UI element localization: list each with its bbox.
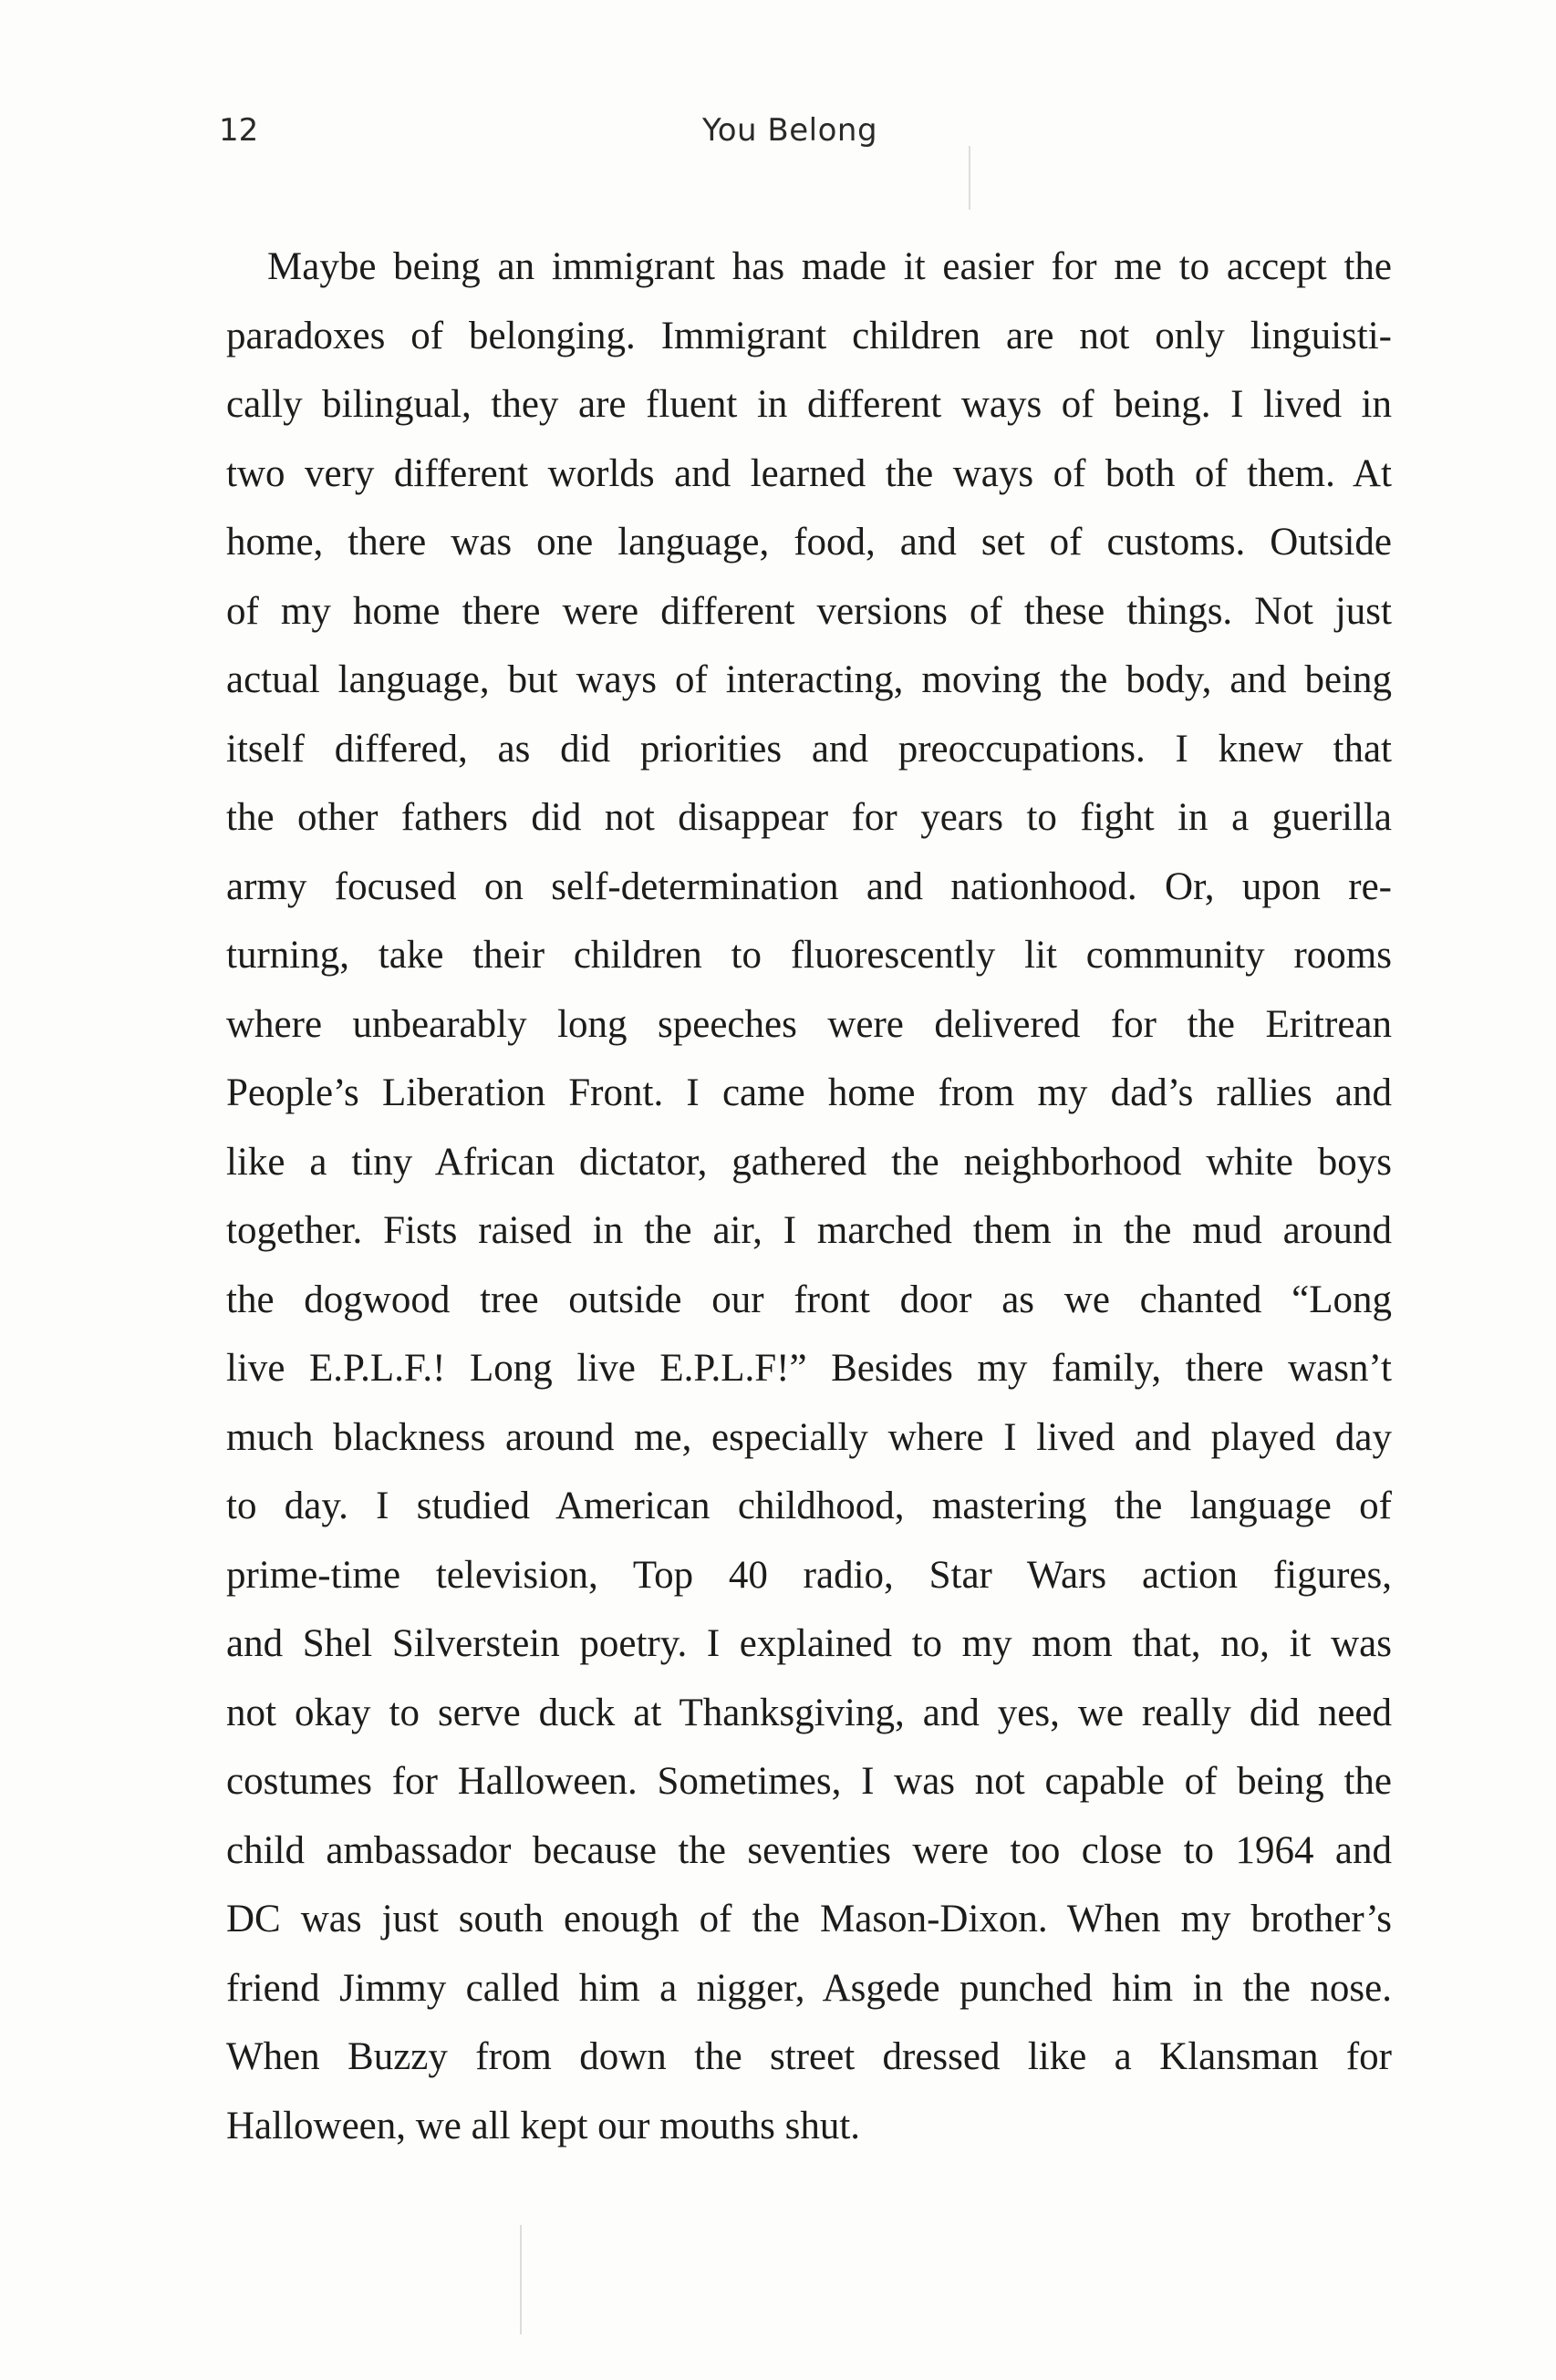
text-line: costumes for Halloween. Sometimes, I was not capable of being the bbox=[226, 1760, 1392, 1803]
scan-artifact bbox=[969, 146, 970, 210]
text-line: where unbearably long speeches were delivered for the Eritrean bbox=[226, 1002, 1392, 1046]
running-title: You Belong bbox=[702, 112, 878, 149]
text-line: much blackness around me, especially where I lived and played day bbox=[226, 1415, 1392, 1459]
running-header bbox=[0, 108, 1556, 153]
text-line: child ambassador because the seventies were too close to 1964 and bbox=[226, 1828, 1392, 1872]
text-line: itself differed, as did priorities and preoccupations. I knew that bbox=[226, 727, 1392, 771]
text-line: not okay to serve duck at Thanksgiving, and yes, we really did need bbox=[226, 1691, 1392, 1734]
text-line: of my home there were different versions of these things. Not just bbox=[226, 589, 1392, 633]
text-line: People’s Liberation Front. I came home from my dad’s rallies and bbox=[226, 1071, 1392, 1114]
text-line: When Buzzy from down the street dressed like a Klansman for bbox=[226, 2035, 1392, 2078]
text-line: and Shel Silverstein poetry. I explained to my mom that, no, it was bbox=[226, 1622, 1392, 1665]
text-line: live E.P.L.F.! Long live E.P.L.F!” Besides my family, there wasn’t bbox=[226, 1347, 1392, 1390]
body-paragraph bbox=[226, 233, 1392, 2160]
text-line: army focused on self-determination and nationhood. Or, upon re- bbox=[226, 864, 1392, 908]
text-line: the other fathers did not disappear for years to fight in a guerilla bbox=[226, 796, 1392, 839]
text-line: together. Fists raised in the air, I marched them in the mud around bbox=[226, 1209, 1392, 1252]
text-line: home, there was one language, food, and set of customs. Outside bbox=[226, 521, 1392, 564]
text-line: Maybe being an immigrant has made it easier for me to accept the bbox=[267, 245, 1392, 288]
text-line: paradoxes of belonging. Immigrant children are not only linguisti- bbox=[226, 314, 1392, 357]
text-line: turning, take their children to fluorescently lit community rooms bbox=[226, 934, 1392, 977]
text-line: friend Jimmy called him a nigger, Asgede punched him in the nose. bbox=[226, 1966, 1392, 2010]
text-line: actual language, but ways of interacting, moving the body, and being bbox=[226, 658, 1392, 701]
text-line: cally bilingual, they are fluent in different ways of being. I lived in bbox=[226, 383, 1392, 426]
page-number: 12 bbox=[219, 112, 259, 149]
text-line: DC was just south enough of the Mason-Dixon. When my brother’s bbox=[226, 1898, 1392, 1940]
text-line: to day. I studied American childhood, mastering the language of bbox=[226, 1485, 1392, 1527]
scan-artifact bbox=[520, 2225, 522, 2334]
text-line: the dogwood tree outside our front door as we chanted “Long bbox=[226, 1278, 1392, 1321]
text-line: like a tiny African dictator, gathered the neighborhood white boys bbox=[226, 1140, 1392, 1184]
text-line: two very different worlds and learned the ways of both of them. At bbox=[226, 451, 1392, 495]
text-line: prime-time television, Top 40 radio, Star Wars action figures, bbox=[226, 1553, 1392, 1597]
text-line: Halloween, we all kept our mouths shut. bbox=[226, 2104, 861, 2147]
